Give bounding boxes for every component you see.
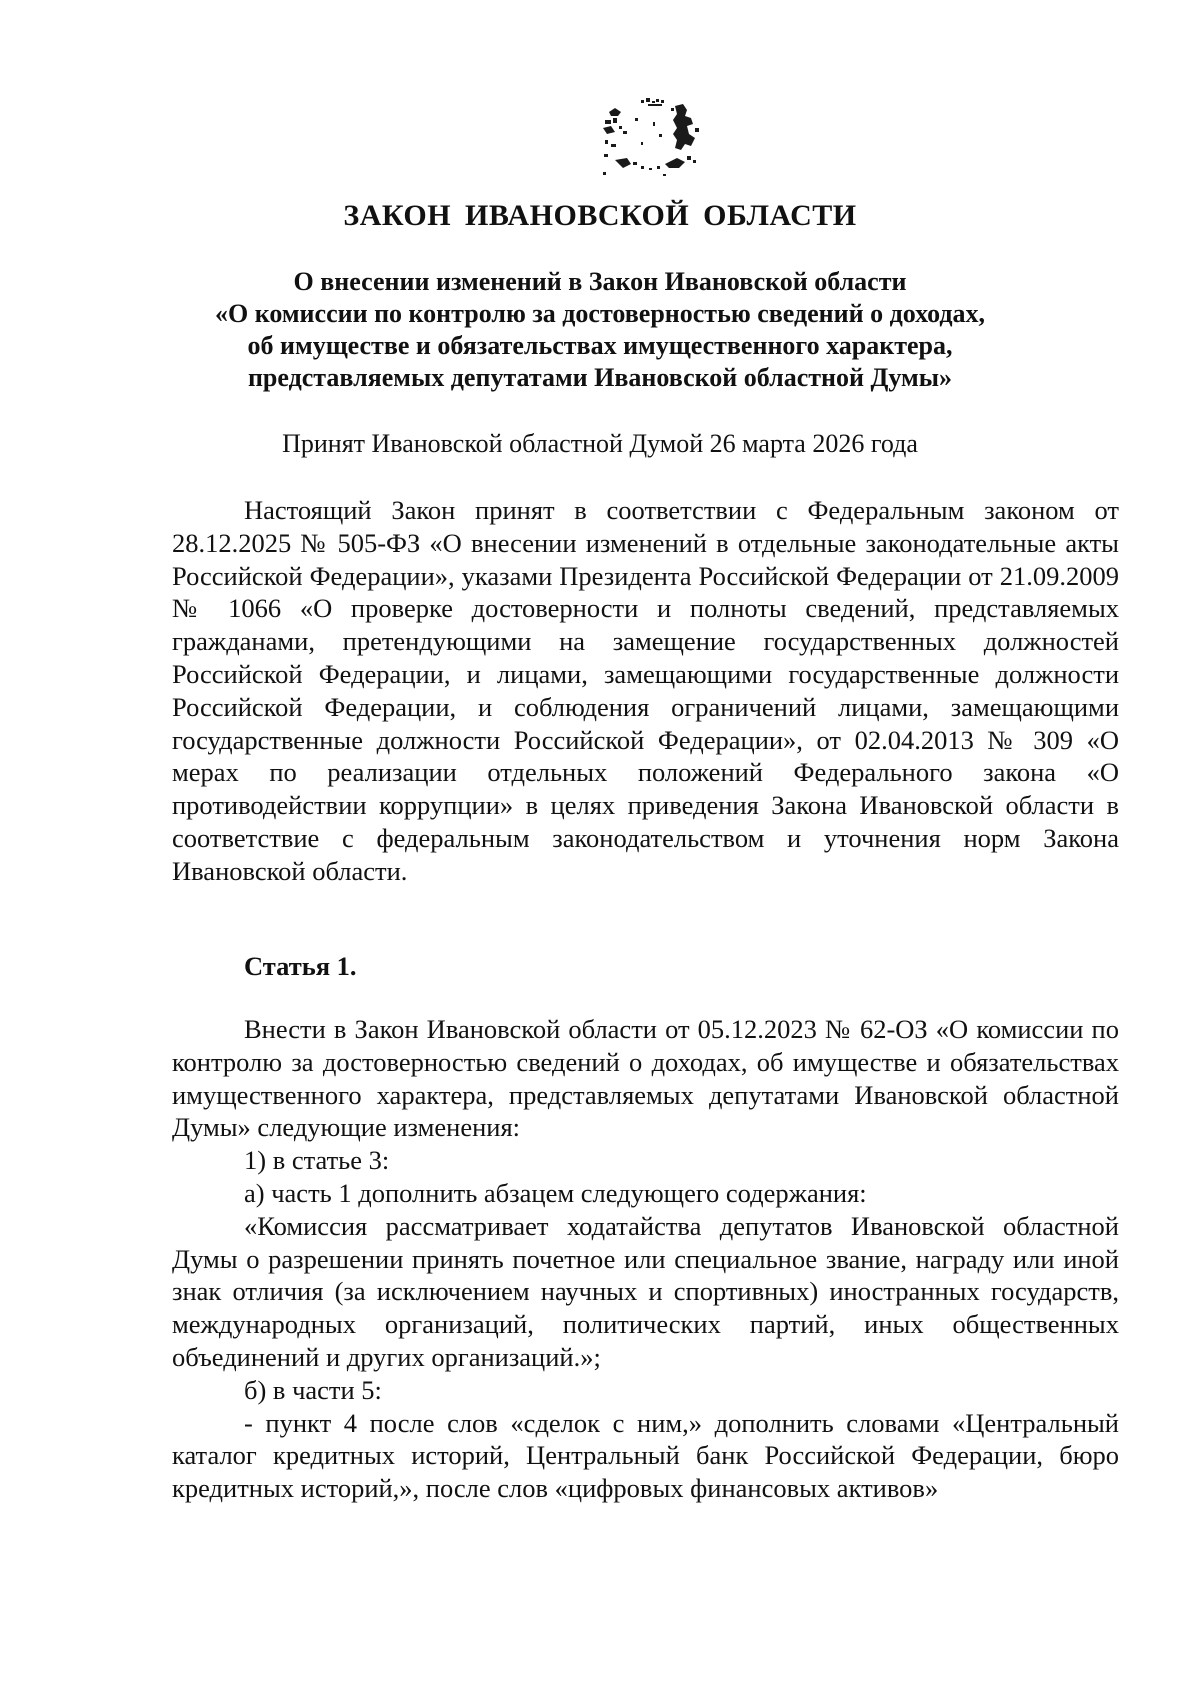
- preamble-paragraph: Настоящий Закон принят в соответствии с Федеральным законом от 28.12.2025 № 505-ФЗ «О внесении изменений в отдельные законодательные акты Российской Федерации», указами Президента Российской Федерации от 21.09.2009 № 1066 «О проверке достоверности и полноты сведений, представляемых гражданами, претендующими на замещение государственных должностей Российской Федерации, и лицами, замещающими государственные должности Российской Федерации, и соблюдения ограничений лицами, замещающими государственные должности Российской Федерации», от 02.04.2013 № 309 «О мерах по реализации отдельных положений Федерального закона «О противодействии коррупции» в целях приведения Закона Ивановской области в соответствие с федеральным законодательством и уточнения норм Закона Ивановской области.: [172, 495, 1119, 886]
- subject-line: «О комиссии по контролю за достоверностью сведений о доходах,: [214, 299, 986, 328]
- preamble: [172, 494, 1119, 888]
- law-subject-title: [150, 266, 1050, 394]
- adoption-date-line: Принят Ивановской областной Думой 26 марта 2026 года: [282, 429, 918, 458]
- article-paragraph: - пункт 4 после слов «сделок с ним,» дополнить словами «Центральный каталог кредитных историй, Центральный банк Российской Федерации, бюро кредитных историй,», после слов «цифровых финансовых активов»: [172, 1407, 1119, 1504]
- article-heading: Статья 1.: [244, 951, 357, 981]
- article-body: [172, 1013, 1119, 1505]
- article-paragraph: Внести в Закон Ивановской области от 05.12.2023 № 62-ОЗ «О комиссии по контролю за достоверностью сведений о доходах, об имуществе и обязательствах имущественного характера, представляемых депутатами Ивановской областной Думы» следующие изменения:: [172, 1014, 1119, 1143]
- law-heading: ЗАКОН ИВАНОВСКОЙ ОБЛАСТИ: [343, 199, 857, 232]
- coat-of-arms-icon: [601, 98, 706, 180]
- article-paragraph: 1) в статье 3:: [244, 1145, 390, 1176]
- article-paragraph: б) в части 5:: [244, 1374, 382, 1405]
- article-paragraph: «Комиссия рассматривает ходатайства депутатов Ивановской областной Думы о разрешении принять почетное или специальное звание, награду или иной знак отличия (за исключением научных и спортивных) иностранных государств, международных организаций, политических партий, иных общественных объединений и других организаций.»;: [172, 1210, 1119, 1372]
- article-paragraph: а) часть 1 дополнить абзацем следующего содержания:: [244, 1177, 867, 1208]
- subject-line: представляемых депутатами Ивановской областной Думы»: [247, 363, 953, 392]
- subject-line: об имуществе и обязательствах имущественного характера,: [247, 331, 953, 360]
- subject-line: О внесении изменений в Закон Ивановской области: [293, 267, 907, 296]
